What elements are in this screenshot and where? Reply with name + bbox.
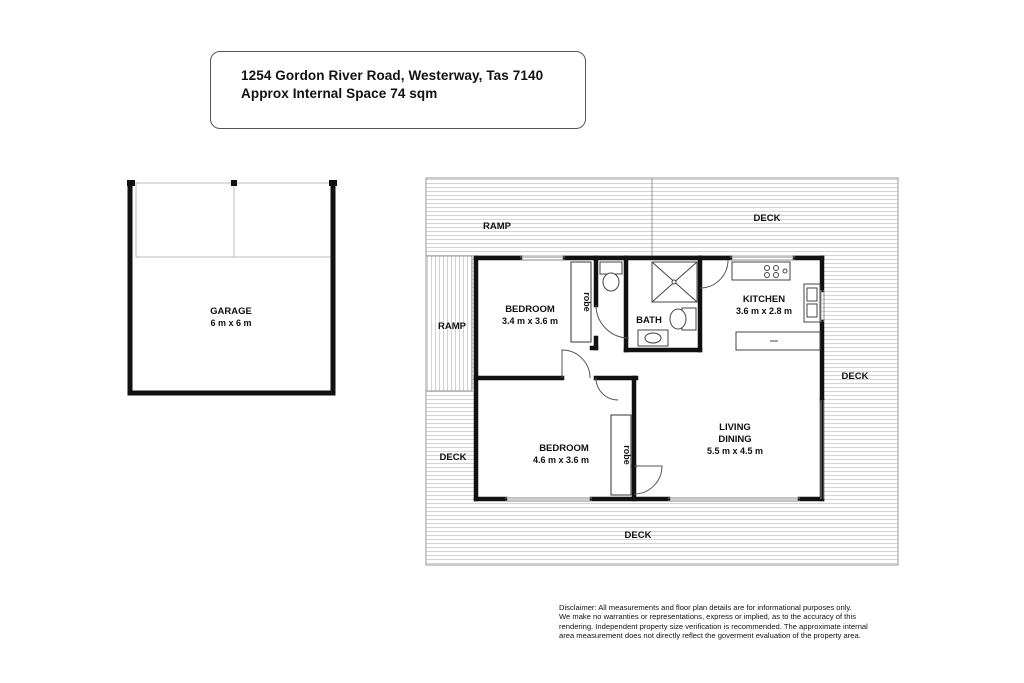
bedroom1-dims: 3.4 m x 3.6 m xyxy=(501,316,559,326)
living-label: LIVING xyxy=(719,422,751,433)
robe-bedroom1 xyxy=(571,262,592,342)
disclaimer-line: We make no warranties or representations, express or implied, as to the accuracy of this xyxy=(559,612,856,622)
deck-right-label: DECK xyxy=(841,371,869,382)
deck-top-label: DECK xyxy=(753,213,781,224)
internal-area: Approx Internal Space 74 sqm xyxy=(241,86,438,101)
bedroom2-dims: 4.6 m x 3.6 m xyxy=(532,455,590,465)
bedroom2-label: BEDROOM xyxy=(539,443,589,454)
toilet-2 xyxy=(670,309,686,329)
cooktop-bench xyxy=(732,262,790,280)
kitchen-label: KITCHEN xyxy=(742,294,786,305)
ramp-left-label: RAMP xyxy=(438,321,466,332)
dining-label: DINING xyxy=(718,434,752,445)
living-dims: 5.5 m x 4.5 m xyxy=(706,446,764,456)
bath-label: BATH xyxy=(636,315,662,326)
property-address: 1254 Gordon River Road, Westerway, Tas 7140 xyxy=(241,68,544,83)
robe-bedroom2 xyxy=(611,415,632,495)
kitchen-dims: 3.6 m x 2.8 m xyxy=(735,306,793,316)
robe2-label: robe xyxy=(622,445,632,465)
deck-left-label: DECK xyxy=(439,452,467,463)
garage xyxy=(127,180,337,393)
disclaimer-line: area measurement does not directly reflect the goverment evaluation of the property area. xyxy=(559,631,861,641)
garage-walls xyxy=(130,183,333,393)
ramp-top-label: RAMP xyxy=(483,221,511,232)
disclaimer-line: rendering. Independent property size verification is recommended. The approximate internal xyxy=(559,621,868,631)
disclaimer xyxy=(559,603,889,641)
garage-dims: 6 m x 6 m xyxy=(210,318,252,328)
toilet-cistern xyxy=(600,262,622,274)
robe1-label: robe xyxy=(582,292,592,312)
deck-bottom-label: DECK xyxy=(624,530,652,541)
garage-label: GARAGE xyxy=(210,306,252,317)
disclaimer-line: Disclaimer: All measurements and floor plan details are for informational purposes only. xyxy=(559,603,852,612)
bedroom1-label: BEDROOM xyxy=(505,304,555,315)
toilet-bowl xyxy=(603,273,619,291)
